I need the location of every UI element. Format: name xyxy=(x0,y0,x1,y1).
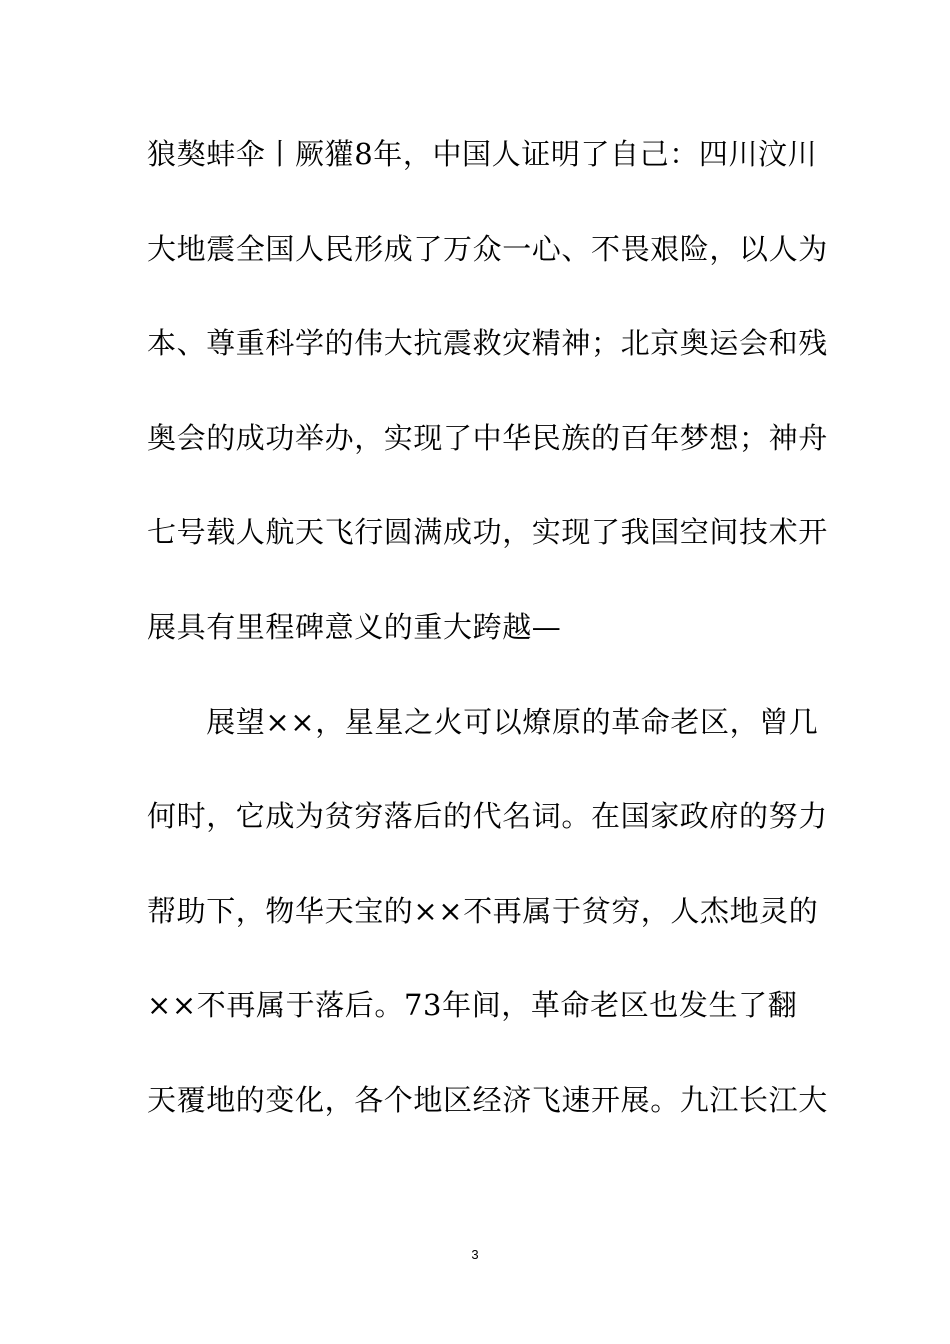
text-line: 帮助下，物华天宝的××不再属于贫穷，人杰地灵的 xyxy=(147,893,819,928)
text-line: 天覆地的变化，各个地区经济飞速开展。九江长江大 xyxy=(147,1082,828,1117)
text-line: 狼獒蚌伞丨厥獾8年，中国人证明了自己：四川汶川 xyxy=(147,137,818,171)
text-line: 展望××，星星之火可以燎原的革命老区，曾几 xyxy=(147,704,819,739)
text-line: 本、尊重科学的伟大抗震救灾精神；北京奥运会和残 xyxy=(147,326,828,361)
page-number: 3 xyxy=(471,1247,479,1262)
text-line: 展具有里程碑意义的重大跨越— xyxy=(147,609,562,644)
text-line: 奥会的成功举办，实现了中华民族的百年梦想；神舟 xyxy=(147,420,828,455)
text-line: 大地震全国人民形成了万众一心、不畏艰险，以人为 xyxy=(147,231,828,266)
text-line: ××不再属于落后。73年间，革命老区也发生了翻 xyxy=(147,988,798,1023)
body-text xyxy=(147,128,828,1169)
text-line: 何时，它成为贫穷落后的代名词。在国家政府的努力 xyxy=(147,799,828,834)
text-line: 七号载人航天飞行圆满成功，实现了我国空间技术开 xyxy=(147,515,828,550)
